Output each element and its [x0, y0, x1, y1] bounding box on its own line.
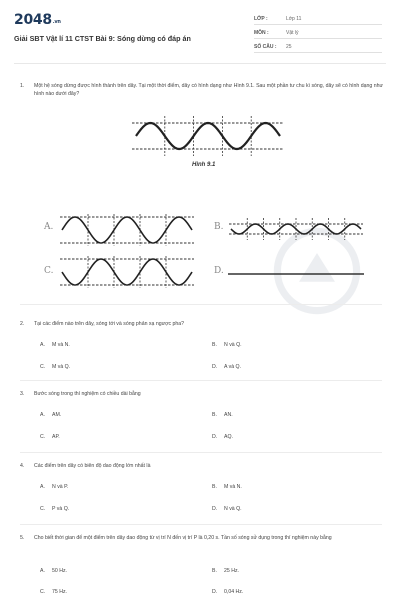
option-letter: A. [40, 568, 45, 574]
question-number: 2. [20, 321, 25, 327]
choice-b-wave[interactable] [229, 218, 363, 240]
option-letter: D. [212, 434, 218, 440]
option-text: P và Q. [52, 506, 70, 512]
option-text: 75 Hz. [52, 589, 67, 595]
option-letter: B. [212, 412, 217, 418]
question-text: Một hệ sóng dừng được hình thành trên dây. Tại một thời điểm, dây có hình dạng như Hình 9.1. Sau một phần tư chu kì sóng, dây sẽ có hình dạng như hình nào dưới đây? [34, 83, 383, 98]
question-number: 4. [20, 463, 25, 469]
meta-grade [254, 14, 382, 25]
question-divider [20, 304, 382, 305]
standing-wave-curve [62, 259, 192, 285]
meta-count [254, 42, 382, 53]
question-text: Bước sóng trong thí nghiệm có chiều dài bằng [34, 391, 141, 397]
meta-label: MÔN : [254, 30, 269, 36]
meta-subject [254, 28, 382, 39]
option-text: M và Q. [52, 364, 71, 370]
option-text: N và Q. [224, 506, 242, 512]
option-text: 50 Hz. [52, 568, 67, 574]
option-text: 25 Hz. [224, 568, 239, 574]
option-letter: D. [212, 364, 218, 370]
option-letter: A. [40, 412, 45, 418]
meta-value: 25 [286, 44, 292, 50]
logo-suffix: .vn [52, 19, 61, 25]
option-text: M và N. [224, 484, 242, 490]
option-text: A và Q. [224, 364, 242, 370]
option-letter: B. [212, 484, 217, 490]
choice-d-flat-line[interactable] [228, 270, 364, 278]
standing-wave-curve [62, 217, 192, 243]
option-letter: C. [40, 589, 46, 595]
option-text: AQ. [224, 434, 233, 440]
option-text: AP. [52, 434, 60, 440]
meta-label: SỐ CÂU : [254, 44, 277, 50]
option-letter: C. [40, 506, 46, 512]
option-letter: A. [40, 484, 45, 490]
document-title: Giải SBT Vật lí 11 CTST Bài 9: Sóng dừng có đáp án [14, 34, 191, 43]
choice-c-label[interactable]: C. [44, 266, 54, 276]
figure-caption: Hình 9.1 [192, 162, 216, 168]
question-number: 5. [20, 535, 25, 541]
choice-b-label[interactable]: B. [214, 222, 224, 232]
meta-value: Lớp 11 [286, 16, 302, 22]
question-text: Các điểm trên dây có biên độ dao động lớn nhất là [34, 463, 151, 469]
question-divider [20, 452, 382, 453]
option-text: AN. [224, 412, 233, 418]
option-text: M và N. [52, 342, 70, 348]
question-text: Tại các điểm nào trên dây, sóng tới và sóng phản xạ ngược pha? [34, 321, 185, 327]
logo-text: 2048 [14, 12, 52, 28]
choice-a-wave[interactable] [60, 214, 194, 246]
option-text: N và Q. [224, 342, 242, 348]
figure-9-1-wave [132, 116, 284, 156]
option-letter: B. [212, 342, 217, 348]
option-letter: B. [212, 568, 217, 574]
question-number: 1. [20, 83, 25, 89]
option-text: AM. [52, 412, 62, 418]
option-letter: D. [212, 506, 218, 512]
header-divider [14, 63, 386, 64]
option-letter: D. [212, 589, 218, 595]
option-letter: C. [40, 434, 46, 440]
option-letter: C. [40, 364, 46, 370]
page-header [0, 0, 400, 62]
question-divider [20, 524, 382, 525]
question-number: 3. [20, 391, 25, 397]
question-text: Cho biết thời gian để một điểm trên dây dao động từ vị trí N đến vị trí P là 0,20 s. Tần số sóng sử dụng trong thí nghiệm này bằng [34, 535, 332, 541]
meta-value: Vật lý [286, 30, 299, 36]
option-letter: A. [40, 342, 45, 348]
standing-wave-curve [136, 123, 280, 149]
option-text: 0,04 Hz. [224, 589, 244, 595]
meta-label: LỚP : [254, 16, 268, 22]
question-divider [20, 380, 382, 381]
site-logo[interactable] [14, 12, 61, 28]
choice-d-label[interactable]: D. [214, 266, 224, 276]
choice-c-wave[interactable] [60, 256, 194, 288]
option-text: N và P. [52, 484, 69, 490]
choice-a-label[interactable]: A. [44, 222, 54, 232]
